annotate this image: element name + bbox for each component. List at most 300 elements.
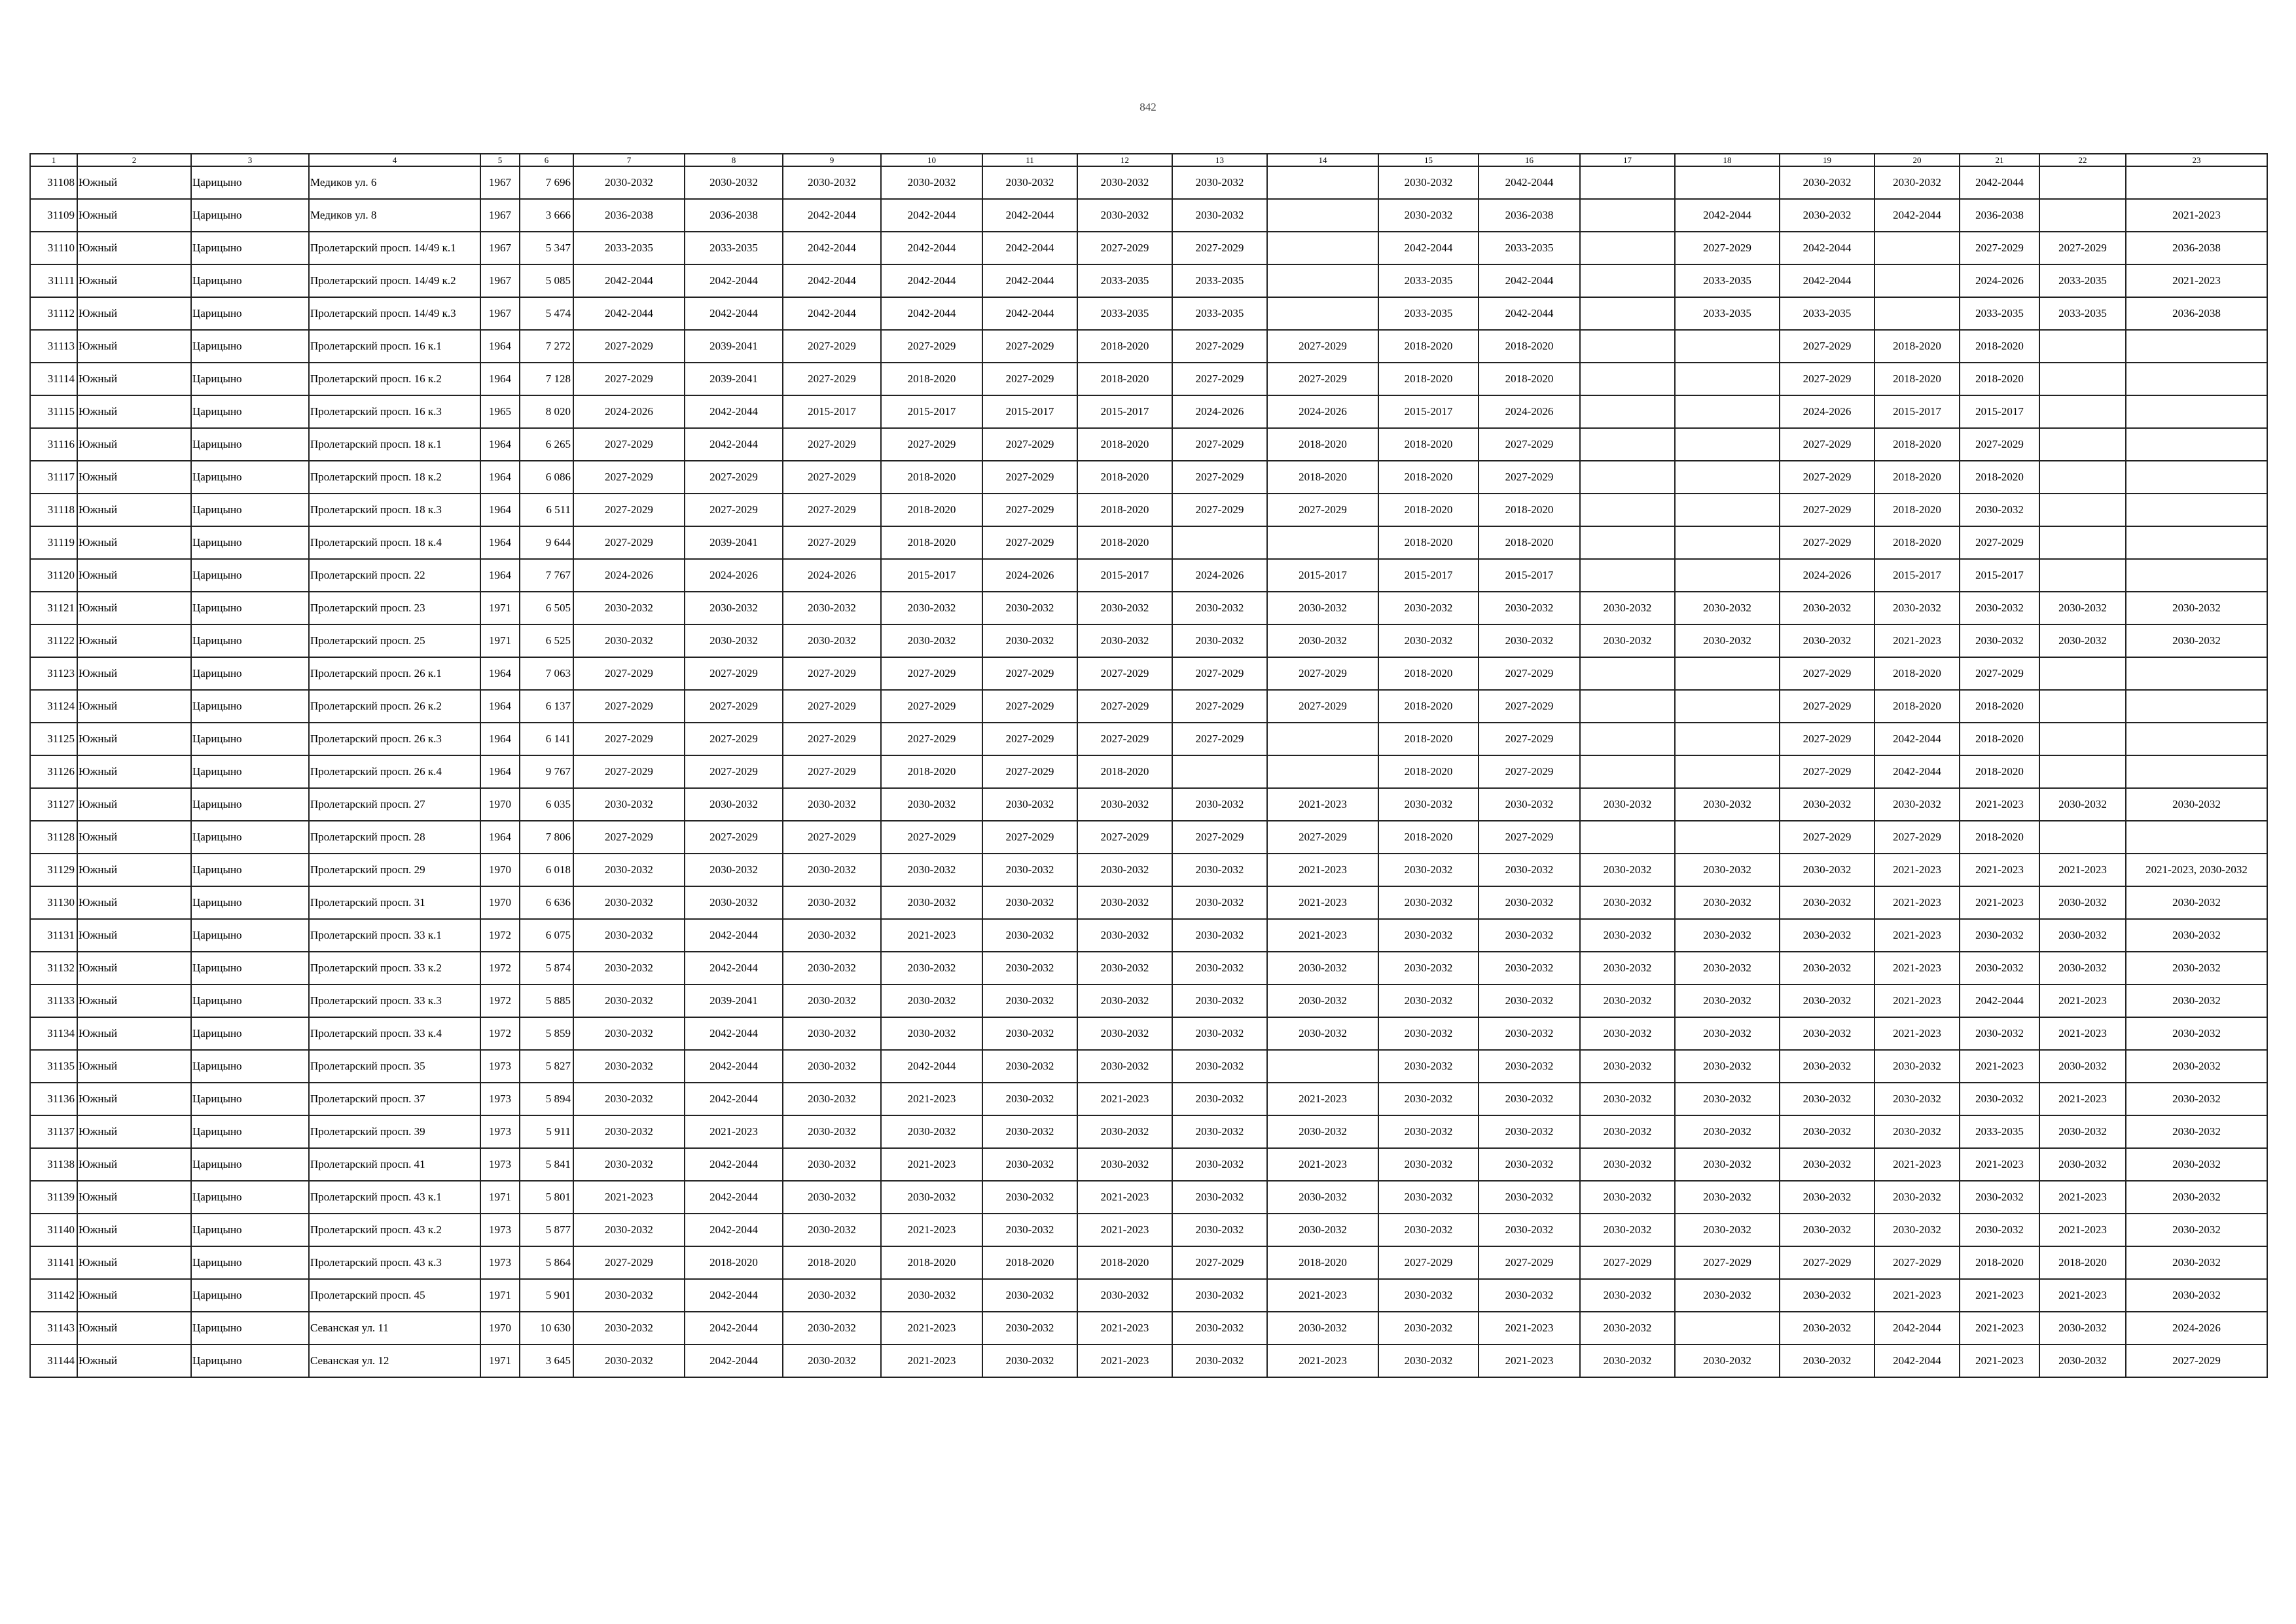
table-cell: Южный: [77, 264, 191, 297]
table-cell: [1675, 166, 1780, 199]
table-cell: 1964: [480, 723, 520, 755]
table-cell: 2030-2032: [1479, 1115, 1580, 1148]
table-cell: 2030-2032: [982, 984, 1077, 1017]
table-cell: 1972: [480, 919, 520, 952]
table-cell: 2030-2032: [1780, 788, 1874, 821]
column-header: 5: [480, 154, 520, 166]
table-cell: Пролетарский просп. 33 к.3: [309, 984, 480, 1017]
table-cell: [1580, 395, 1675, 428]
table-cell: 2024-2026: [1172, 559, 1267, 592]
table-cell: [1580, 461, 1675, 494]
table-cell: Южный: [77, 1017, 191, 1050]
table-cell: 31123: [30, 657, 77, 690]
table-cell: 2030-2032: [1077, 199, 1172, 232]
table-cell: Южный: [77, 363, 191, 395]
table-cell: 2042-2044: [1479, 297, 1580, 330]
table-cell: 2027-2029: [1172, 232, 1267, 264]
table-cell: 2015-2017: [1378, 395, 1479, 428]
table-cell: 5 885: [520, 984, 573, 1017]
table-cell: Южный: [77, 1246, 191, 1279]
table-cell: [1267, 755, 1378, 788]
table-cell: 2030-2032: [1378, 984, 1479, 1017]
table-cell: 2042-2044: [881, 264, 982, 297]
table-cell: 2030-2032: [1172, 1181, 1267, 1214]
table-cell: 2018-2020: [1077, 526, 1172, 559]
table-cell: [1580, 264, 1675, 297]
table-cell: Царицыно: [191, 1050, 309, 1083]
table-cell: Царицыно: [191, 1083, 309, 1115]
table-cell: 2030-2032: [783, 1344, 881, 1377]
table-cell: 1967: [480, 199, 520, 232]
table-cell: 2027-2029: [783, 494, 881, 526]
table-cell: Царицыно: [191, 1312, 309, 1344]
table-cell: 2018-2020: [1874, 690, 1960, 723]
table-cell: 2021-2023: [1960, 1050, 2039, 1083]
table-cell: [2126, 526, 2267, 559]
table-cell: 2027-2029: [982, 526, 1077, 559]
table-cell: 2021-2023: [1077, 1312, 1172, 1344]
table-cell: 2030-2032: [1378, 199, 1479, 232]
table-cell: Пролетарский просп. 18 к.4: [309, 526, 480, 559]
table-cell: [2039, 494, 2126, 526]
table-cell: Царицыно: [191, 690, 309, 723]
table-cell: Царицыно: [191, 657, 309, 690]
table-cell: 2030-2032: [1960, 624, 2039, 657]
table-cell: 2030-2032: [1780, 1017, 1874, 1050]
table-cell: Царицыно: [191, 984, 309, 1017]
table-cell: Царицыно: [191, 559, 309, 592]
table-cell: 2030-2032: [982, 1344, 1077, 1377]
table-cell: 2030-2032: [1960, 1214, 2039, 1246]
table-cell: Царицыно: [191, 821, 309, 854]
table-cell: 2030-2032: [982, 1279, 1077, 1312]
table-cell: 2021-2023: [1960, 1344, 2039, 1377]
table-cell: 2021-2023: [2126, 264, 2267, 297]
table-cell: 2042-2044: [685, 952, 783, 984]
table-cell: 2027-2029: [573, 494, 685, 526]
table-cell: 2030-2032: [573, 1083, 685, 1115]
table-cell: 2018-2020: [1479, 363, 1580, 395]
table-cell: 1964: [480, 428, 520, 461]
table-cell: 2030-2032: [685, 166, 783, 199]
table-cell: 2030-2032: [783, 1214, 881, 1246]
table-cell: Южный: [77, 919, 191, 952]
table-cell: 5 347: [520, 232, 573, 264]
table-cell: 6 511: [520, 494, 573, 526]
table-cell: 2030-2032: [573, 1312, 685, 1344]
table-cell: Пролетарский просп. 28: [309, 821, 480, 854]
table-cell: 2027-2029: [783, 657, 881, 690]
table-cell: 2027-2029: [573, 690, 685, 723]
table-cell: 6 525: [520, 624, 573, 657]
table-cell: 2030-2032: [2126, 1050, 2267, 1083]
table-cell: [2039, 330, 2126, 363]
column-header: 15: [1378, 154, 1479, 166]
table-cell: 2027-2029: [573, 755, 685, 788]
table-cell: 2021-2023: [2039, 1181, 2126, 1214]
table-cell: Южный: [77, 232, 191, 264]
table-cell: 2030-2032: [1267, 1017, 1378, 1050]
table-body: [30, 166, 2267, 1377]
table-cell: [1580, 755, 1675, 788]
table-cell: 2030-2032: [783, 592, 881, 624]
column-header: 20: [1874, 154, 1960, 166]
table-cell: Пролетарский просп. 18 к.2: [309, 461, 480, 494]
table-row: [30, 984, 2267, 1017]
table-cell: 2030-2032: [1378, 919, 1479, 952]
table-row: [30, 1312, 2267, 1344]
table-cell: Царицыно: [191, 886, 309, 919]
table-cell: Южный: [77, 886, 191, 919]
table-cell: 2030-2032: [2039, 1115, 2126, 1148]
table-cell: Царицыно: [191, 952, 309, 984]
table-cell: 2030-2032: [1378, 854, 1479, 886]
table-cell: 6 636: [520, 886, 573, 919]
table-cell: Южный: [77, 854, 191, 886]
table-cell: 31133: [30, 984, 77, 1017]
table-cell: 2018-2020: [1077, 363, 1172, 395]
table-cell: 2027-2029: [573, 526, 685, 559]
table-cell: Южный: [77, 395, 191, 428]
table-cell: 31143: [30, 1312, 77, 1344]
table-cell: [1267, 232, 1378, 264]
table-cell: 2030-2032: [1378, 788, 1479, 821]
table-cell: 2021-2023: [1267, 788, 1378, 821]
table-cell: 2021-2023: [685, 1115, 783, 1148]
table-cell: 2027-2029: [1172, 461, 1267, 494]
table-cell: 2030-2032: [1580, 1050, 1675, 1083]
table-cell: 2042-2044: [1479, 264, 1580, 297]
table-cell: 31142: [30, 1279, 77, 1312]
table-cell: 2030-2032: [982, 1181, 1077, 1214]
table-cell: 2030-2032: [1960, 952, 2039, 984]
table-cell: 2030-2032: [1172, 952, 1267, 984]
table-cell: 2030-2032: [1267, 624, 1378, 657]
table-cell: 2030-2032: [1077, 788, 1172, 821]
table-cell: 2030-2032: [1580, 1115, 1675, 1148]
table-cell: 2030-2032: [2126, 1115, 2267, 1148]
table-cell: 2027-2029: [783, 461, 881, 494]
table-cell: 2030-2032: [2039, 788, 2126, 821]
table-row: [30, 624, 2267, 657]
table-cell: 2018-2020: [1960, 330, 2039, 363]
table-cell: 2024-2026: [1780, 395, 1874, 428]
table-row: [30, 952, 2267, 984]
column-header: 1: [30, 154, 77, 166]
column-header: 7: [573, 154, 685, 166]
table-cell: 2030-2032: [1675, 592, 1780, 624]
table-cell: 2030-2032: [573, 919, 685, 952]
table-cell: 2027-2029: [1780, 1246, 1874, 1279]
table-cell: 2021-2023: [1874, 1279, 1960, 1312]
table-cell: 2027-2029: [1580, 1246, 1675, 1279]
table-cell: 2030-2032: [1378, 1312, 1479, 1344]
table-cell: Севанская ул. 12: [309, 1344, 480, 1377]
table-cell: 2021-2023: [1077, 1214, 1172, 1246]
table-cell: 2033-2035: [1960, 1115, 2039, 1148]
table-cell: 2039-2041: [685, 363, 783, 395]
table-cell: 2018-2020: [1267, 428, 1378, 461]
table-cell: 31113: [30, 330, 77, 363]
table-cell: 31116: [30, 428, 77, 461]
table-cell: 2027-2029: [1960, 428, 2039, 461]
table-cell: Царицыно: [191, 330, 309, 363]
table-cell: 2030-2032: [1172, 166, 1267, 199]
table-cell: 2030-2032: [573, 1017, 685, 1050]
table-cell: 2030-2032: [1172, 919, 1267, 952]
table-cell: 2018-2020: [1378, 723, 1479, 755]
table-cell: 2030-2032: [2126, 1214, 2267, 1246]
table-cell: Пролетарский просп. 26 к.4: [309, 755, 480, 788]
table-cell: [1675, 690, 1780, 723]
table-cell: 2030-2032: [1780, 1050, 1874, 1083]
table-cell: Южный: [77, 166, 191, 199]
table-cell: Пролетарский просп. 14/49 к.1: [309, 232, 480, 264]
table-cell: 2018-2020: [1378, 657, 1479, 690]
table-cell: 2018-2020: [1874, 494, 1960, 526]
table-cell: 6 086: [520, 461, 573, 494]
table-cell: 2033-2035: [1378, 264, 1479, 297]
table-cell: 2030-2032: [685, 854, 783, 886]
table-cell: 2030-2032: [881, 886, 982, 919]
table-cell: 2027-2029: [573, 1246, 685, 1279]
column-header: 2: [77, 154, 191, 166]
table-cell: [2039, 363, 2126, 395]
table-cell: 2027-2029: [1077, 690, 1172, 723]
table-cell: [1675, 755, 1780, 788]
table-cell: 2027-2029: [1172, 494, 1267, 526]
table-cell: 2027-2029: [1874, 1246, 1960, 1279]
table-cell: 2030-2032: [1378, 1344, 1479, 1377]
table-cell: 2030-2032: [1077, 952, 1172, 984]
table-row: [30, 1214, 2267, 1246]
table-cell: 2033-2035: [1780, 297, 1874, 330]
table-cell: 31138: [30, 1148, 77, 1181]
table-cell: 2018-2020: [1378, 428, 1479, 461]
table-cell: 2030-2032: [1172, 1017, 1267, 1050]
table-cell: 2042-2044: [1378, 232, 1479, 264]
table-cell: 2042-2044: [1874, 723, 1960, 755]
table-row: [30, 559, 2267, 592]
table-cell: 2018-2020: [881, 755, 982, 788]
table-cell: 2030-2032: [783, 952, 881, 984]
table-cell: 2030-2032: [783, 788, 881, 821]
table-cell: 2027-2029: [1479, 1246, 1580, 1279]
table-cell: Южный: [77, 526, 191, 559]
table-cell: Южный: [77, 1312, 191, 1344]
table-cell: Пролетарский просп. 16 к.2: [309, 363, 480, 395]
table-cell: 2042-2044: [783, 199, 881, 232]
table-cell: 1971: [480, 1181, 520, 1214]
table-cell: 2033-2035: [573, 232, 685, 264]
table-cell: 2027-2029: [685, 461, 783, 494]
table-cell: [2039, 199, 2126, 232]
table-cell: 2030-2032: [573, 1214, 685, 1246]
table-cell: 2030-2032: [1675, 1083, 1780, 1115]
table-cell: 2030-2032: [1580, 1279, 1675, 1312]
table-cell: [2039, 166, 2126, 199]
table-cell: 2030-2032: [1960, 1181, 2039, 1214]
table-cell: 6 035: [520, 788, 573, 821]
table-cell: 2042-2044: [573, 297, 685, 330]
column-header: 23: [2126, 154, 2267, 166]
table-cell: 2030-2032: [573, 952, 685, 984]
table-cell: 1970: [480, 854, 520, 886]
table-cell: 2030-2032: [982, 624, 1077, 657]
table-cell: 2042-2044: [1675, 199, 1780, 232]
column-header: 8: [685, 154, 783, 166]
table-cell: Пролетарский просп. 35: [309, 1050, 480, 1083]
table-cell: 2021-2023: [1874, 919, 1960, 952]
table-cell: 2027-2029: [1479, 821, 1580, 854]
table-cell: 2030-2032: [982, 1214, 1077, 1246]
table-cell: 1964: [480, 461, 520, 494]
table-cell: [2126, 166, 2267, 199]
table-cell: Южный: [77, 330, 191, 363]
table-cell: 2030-2032: [1077, 1279, 1172, 1312]
table-cell: 2027-2029: [1172, 657, 1267, 690]
table-cell: 2030-2032: [1172, 1148, 1267, 1181]
table-row: [30, 592, 2267, 624]
table-cell: Пролетарский просп. 33 к.2: [309, 952, 480, 984]
table-cell: 31121: [30, 592, 77, 624]
table-cell: 2018-2020: [1378, 330, 1479, 363]
table-cell: 2027-2029: [2039, 232, 2126, 264]
table-row: [30, 199, 2267, 232]
table-cell: 2027-2029: [685, 821, 783, 854]
table-cell: 2030-2032: [1267, 592, 1378, 624]
table-cell: 2042-2044: [1874, 1344, 1960, 1377]
table-cell: 2030-2032: [1874, 1181, 1960, 1214]
table-cell: 2030-2032: [1077, 886, 1172, 919]
table-cell: 1970: [480, 1312, 520, 1344]
table-cell: Южный: [77, 1115, 191, 1148]
table-cell: 1967: [480, 264, 520, 297]
column-header: 22: [2039, 154, 2126, 166]
table-cell: Южный: [77, 755, 191, 788]
table-cell: 2021-2023, 2030-2032: [2126, 854, 2267, 886]
table-cell: 2018-2020: [881, 526, 982, 559]
table-cell: 2030-2032: [1580, 1017, 1675, 1050]
table-cell: 2030-2032: [1479, 1050, 1580, 1083]
table-cell: 2030-2032: [1580, 1148, 1675, 1181]
table-cell: 2027-2029: [1780, 690, 1874, 723]
table-cell: 2042-2044: [685, 1279, 783, 1312]
table-cell: 2027-2029: [982, 821, 1077, 854]
table-cell: 2030-2032: [1580, 592, 1675, 624]
table-cell: 2018-2020: [1874, 363, 1960, 395]
table-cell: 2021-2023: [1960, 854, 2039, 886]
table-cell: [1675, 461, 1780, 494]
table-cell: 2030-2032: [1780, 1181, 1874, 1214]
table-cell: [1874, 297, 1960, 330]
table-cell: 2042-2044: [1874, 1312, 1960, 1344]
table-cell: 2030-2032: [1960, 1017, 2039, 1050]
table-cell: 2042-2044: [685, 1017, 783, 1050]
table-cell: Царицыно: [191, 199, 309, 232]
table-cell: 2030-2032: [1077, 1148, 1172, 1181]
table-cell: 2027-2029: [1960, 526, 2039, 559]
table-cell: 2030-2032: [1580, 919, 1675, 952]
table-cell: 2030-2032: [1077, 1115, 1172, 1148]
table-cell: 2030-2032: [1580, 1181, 1675, 1214]
table-cell: 2027-2029: [573, 363, 685, 395]
table-cell: 1964: [480, 821, 520, 854]
table-cell: 2015-2017: [1267, 559, 1378, 592]
table-cell: 2030-2032: [685, 624, 783, 657]
table-cell: 2042-2044: [881, 297, 982, 330]
table-cell: 2027-2029: [783, 723, 881, 755]
table-cell: 2027-2029: [1172, 330, 1267, 363]
table-cell: Южный: [77, 199, 191, 232]
table-cell: 2018-2020: [1378, 526, 1479, 559]
table-cell: 2030-2032: [1267, 1115, 1378, 1148]
table-cell: 2030-2032: [783, 1017, 881, 1050]
table-cell: 2018-2020: [1479, 330, 1580, 363]
table-row: [30, 723, 2267, 755]
table-cell: [1267, 166, 1378, 199]
table-cell: 2033-2035: [2039, 264, 2126, 297]
table-cell: 2030-2032: [1960, 494, 2039, 526]
table-cell: 2033-2035: [1675, 264, 1780, 297]
table-cell: 1971: [480, 1344, 520, 1377]
table-cell: 1970: [480, 886, 520, 919]
table-cell: 2030-2032: [1479, 624, 1580, 657]
table-cell: 2033-2035: [1378, 297, 1479, 330]
table-cell: 2027-2029: [1675, 232, 1780, 264]
table-cell: 2021-2023: [1267, 1083, 1378, 1115]
table-cell: 2018-2020: [1960, 363, 2039, 395]
table-cell: [2039, 657, 2126, 690]
table-cell: 2024-2026: [1172, 395, 1267, 428]
table-cell: 2030-2032: [1378, 1083, 1479, 1115]
table-cell: Царицыно: [191, 166, 309, 199]
column-header: 4: [309, 154, 480, 166]
table-cell: 2030-2032: [2126, 952, 2267, 984]
table-cell: Царицыно: [191, 1017, 309, 1050]
table-cell: 2030-2032: [783, 919, 881, 952]
table-cell: 6 137: [520, 690, 573, 723]
table-cell: 2018-2020: [1874, 461, 1960, 494]
table-cell: 2042-2044: [1780, 264, 1874, 297]
table-cell: Пролетарский просп. 37: [309, 1083, 480, 1115]
table-cell: 1971: [480, 624, 520, 657]
table-cell: 2027-2029: [1874, 821, 1960, 854]
table-cell: 2018-2020: [1378, 494, 1479, 526]
table-cell: 2018-2020: [1077, 494, 1172, 526]
table-cell: [2126, 428, 2267, 461]
table-cell: [2126, 395, 2267, 428]
table-cell: 2027-2029: [1479, 428, 1580, 461]
table-cell: 2030-2032: [1874, 788, 1960, 821]
table-cell: 2030-2032: [2126, 919, 2267, 952]
table-cell: 2027-2029: [783, 821, 881, 854]
table-cell: 2030-2032: [1780, 886, 1874, 919]
table-cell: 2030-2032: [982, 1312, 1077, 1344]
table-cell: 7 767: [520, 559, 573, 592]
table-cell: 2030-2032: [2126, 984, 2267, 1017]
table-cell: Пролетарский просп. 43 к.2: [309, 1214, 480, 1246]
table-cell: 2030-2032: [1172, 1312, 1267, 1344]
table-cell: Царицыно: [191, 428, 309, 461]
table-cell: [1675, 428, 1780, 461]
table-cell: 2042-2044: [1780, 232, 1874, 264]
table-cell: 2027-2029: [1172, 428, 1267, 461]
table-cell: 2030-2032: [1780, 984, 1874, 1017]
table-cell: 2018-2020: [1378, 690, 1479, 723]
table-cell: 5 801: [520, 1181, 573, 1214]
table-cell: 2042-2044: [982, 297, 1077, 330]
